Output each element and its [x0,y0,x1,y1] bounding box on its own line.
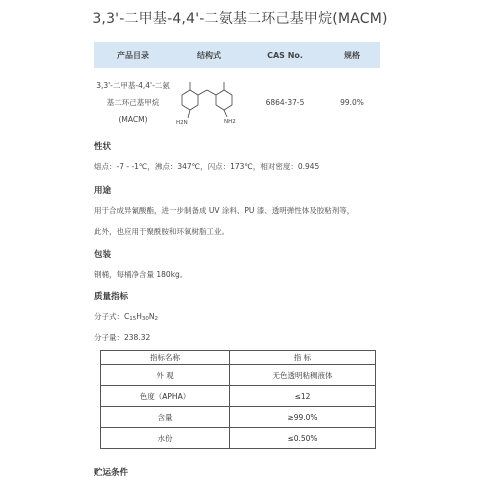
formula-count: 15 [129,316,137,322]
structure-cell [172,68,246,136]
product-name-line: 基二环己基甲烷 [106,97,160,107]
amine-label-left: H2N [176,120,188,126]
spec-value: ≤0.50% [230,428,376,449]
spec-name: 水份 [101,428,230,449]
table-row [101,386,376,407]
col-header-cas: CAS No. [246,42,324,68]
table-row [101,428,376,449]
packaging-text: 钢桶，每桶净含量 180kg。 [94,270,188,279]
spec-name: 含量 [101,407,230,428]
quality-heading: 质量指标 [94,292,129,302]
spec-table-header [101,351,376,365]
molecular-weight: 分子量：238.32 [94,333,151,342]
usage-line: 此外，也应用于聚酰胺和环氧树脂工业。 [94,227,229,236]
spec-header-name: 指标名称 [101,351,230,365]
table-row [101,365,376,386]
spec-value: 无色透明粘稠液体 [230,365,376,386]
spec-name: 外 观 [101,365,230,386]
storage-heading: 贮运条件 [94,468,129,478]
properties-heading: 性状 [94,142,112,152]
packaging-heading: 包装 [94,250,112,260]
spec-value: ≤12 [230,386,376,407]
molecular-formula [94,311,158,322]
table-row [101,407,376,428]
product-row [94,68,380,136]
amine-label-right: NH2 [224,119,236,125]
usage-line: 用于合成异氰酸酯，进一步制备成 UV 涂料、PU 漆、透明弹性体及胶粘剂等， [94,206,355,215]
spec-value: 99.0% [324,68,380,136]
product-table [94,42,380,136]
product-name [94,68,172,136]
product-name-line: (MACM) [118,114,148,124]
product-table-header [94,42,380,68]
spec-header-value: 指 标 [230,351,376,365]
formula-element: C [124,312,130,321]
spec-name: 色度（APHA） [101,386,230,407]
usage-heading: 用途 [94,186,112,196]
col-header-product: 产品目录 [94,42,172,68]
spec-value: ≥99.0% [230,407,376,428]
product-name-line: 3,3'-二甲基-4,4'-二氨 [96,80,170,90]
formula-element: H [136,312,142,321]
formula-count: 2 [154,316,159,322]
quality-spec-table [100,350,376,449]
col-header-spec: 规格 [324,42,380,68]
col-header-structure: 结构式 [172,42,246,68]
cas-number: 6864-37-5 [246,68,324,136]
page-title: 3,3'-二甲基-4,4'-二氨基二环己基甲烷(MACM) [92,11,388,27]
formula-count: 30 [141,316,149,322]
structure-formula-image [172,68,246,134]
formula-label: 分子式： [94,312,124,321]
properties-text: 熔点：-7 - -1℃，沸点：347℃，闪点：173℃，相对密度：0.945 [94,162,320,171]
formula-element: N [148,312,155,321]
